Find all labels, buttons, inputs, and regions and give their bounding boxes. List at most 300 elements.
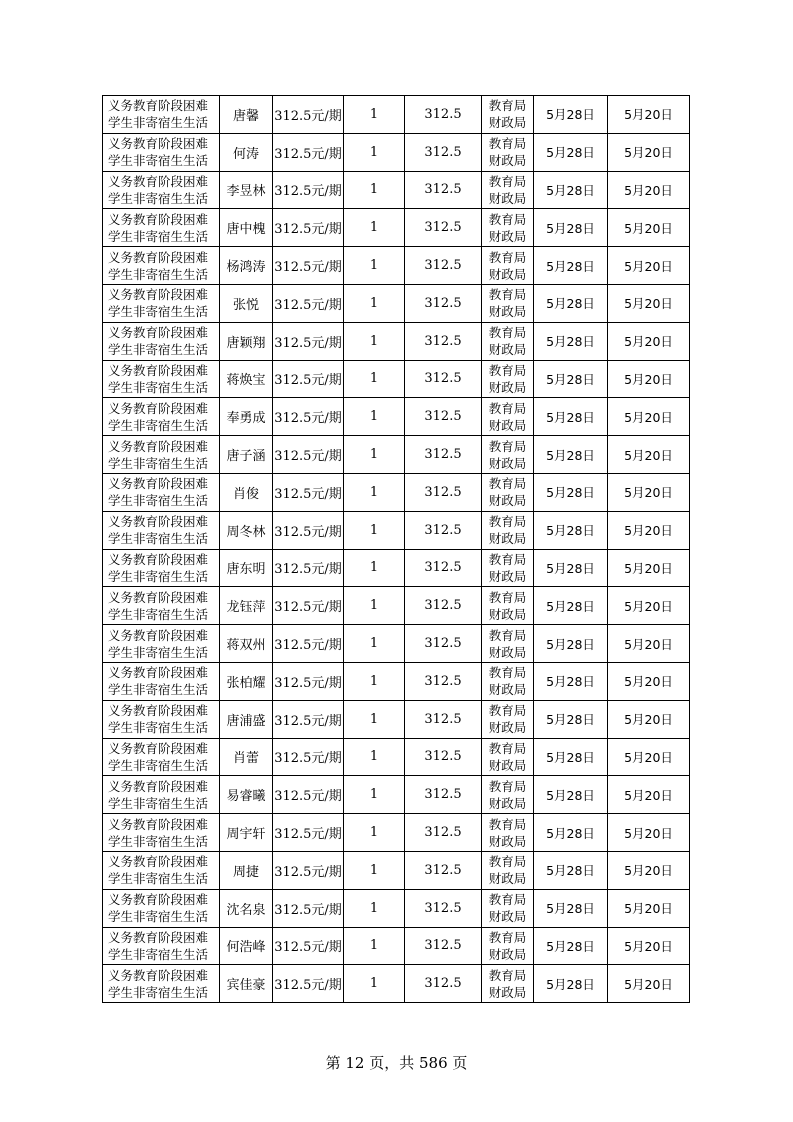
quantity-cell: 1 bbox=[344, 511, 405, 549]
department-line: 教育局 bbox=[488, 211, 527, 227]
quantity-cell: 1 bbox=[344, 587, 405, 625]
department-line: 财政局 bbox=[488, 379, 527, 395]
date-cell-2: 5月20日 bbox=[608, 851, 690, 889]
table-row bbox=[103, 284, 690, 322]
date-cell-1: 5月28日 bbox=[534, 738, 608, 776]
table-row bbox=[103, 738, 690, 776]
standard-cell: 312.5元/期 bbox=[273, 927, 344, 965]
standard-cell: 312.5元/期 bbox=[273, 549, 344, 587]
date-cell-1: 5月28日 bbox=[534, 133, 608, 171]
quantity-cell: 1 bbox=[344, 965, 405, 1003]
amount-cell: 312.5 bbox=[405, 436, 482, 474]
project-cell bbox=[103, 96, 220, 134]
standard-cell: 312.5元/期 bbox=[273, 889, 344, 927]
date-cell-1: 5月28日 bbox=[534, 473, 608, 511]
project-cell bbox=[103, 662, 220, 700]
department-line: 教育局 bbox=[488, 703, 527, 719]
amount-cell: 312.5 bbox=[405, 511, 482, 549]
department-line: 财政局 bbox=[488, 190, 527, 206]
department-cell bbox=[482, 436, 534, 474]
department-line: 教育局 bbox=[488, 136, 527, 152]
amount-cell: 312.5 bbox=[405, 889, 482, 927]
quantity-cell: 1 bbox=[344, 171, 405, 209]
department-line: 财政局 bbox=[488, 342, 527, 358]
quantity-cell: 1 bbox=[344, 360, 405, 398]
name-cell: 杨鸿涛 bbox=[220, 247, 273, 285]
department-line: 财政局 bbox=[488, 984, 527, 1000]
standard-cell: 312.5元/期 bbox=[273, 209, 344, 247]
project-cell bbox=[103, 473, 220, 511]
project-cell bbox=[103, 247, 220, 285]
standard-cell: 312.5元/期 bbox=[273, 700, 344, 738]
amount-cell: 312.5 bbox=[405, 247, 482, 285]
department-cell bbox=[482, 473, 534, 511]
department-line: 教育局 bbox=[488, 438, 527, 454]
date-cell-1: 5月28日 bbox=[534, 889, 608, 927]
department-line: 财政局 bbox=[488, 871, 527, 887]
date-cell-2: 5月20日 bbox=[608, 889, 690, 927]
project-line: 义务教育阶段困难 bbox=[108, 362, 209, 378]
project-cell bbox=[103, 549, 220, 587]
project-line: 学生非寄宿生生活 bbox=[108, 871, 209, 887]
date-cell-1: 5月28日 bbox=[534, 284, 608, 322]
quantity-cell: 1 bbox=[344, 776, 405, 814]
quantity-cell: 1 bbox=[344, 322, 405, 360]
standard-cell: 312.5元/期 bbox=[273, 776, 344, 814]
table-row bbox=[103, 851, 690, 889]
department-line: 教育局 bbox=[488, 362, 527, 378]
amount-cell: 312.5 bbox=[405, 209, 482, 247]
date-cell-2: 5月20日 bbox=[608, 625, 690, 663]
name-cell: 唐馨 bbox=[220, 96, 273, 134]
project-line: 学生非寄宿生生活 bbox=[108, 531, 209, 547]
date-cell-1: 5月28日 bbox=[534, 851, 608, 889]
amount-cell: 312.5 bbox=[405, 473, 482, 511]
department-cell bbox=[482, 700, 534, 738]
date-cell-1: 5月28日 bbox=[534, 96, 608, 134]
date-cell-2: 5月20日 bbox=[608, 511, 690, 549]
standard-cell: 312.5元/期 bbox=[273, 965, 344, 1003]
project-cell bbox=[103, 171, 220, 209]
quantity-cell: 1 bbox=[344, 889, 405, 927]
table-row bbox=[103, 965, 690, 1003]
department-cell bbox=[482, 662, 534, 700]
project-line: 学生非寄宿生生活 bbox=[108, 493, 209, 509]
quantity-cell: 1 bbox=[344, 625, 405, 663]
project-cell bbox=[103, 398, 220, 436]
name-cell: 宾佳豪 bbox=[220, 965, 273, 1003]
table-row bbox=[103, 360, 690, 398]
department-line: 财政局 bbox=[488, 115, 527, 131]
name-cell: 肖蕾 bbox=[220, 738, 273, 776]
project-line: 学生非寄宿生生活 bbox=[108, 984, 209, 1000]
amount-cell: 312.5 bbox=[405, 738, 482, 776]
quantity-cell: 1 bbox=[344, 284, 405, 322]
name-cell: 蒋焕宝 bbox=[220, 360, 273, 398]
date-cell-2: 5月20日 bbox=[608, 322, 690, 360]
quantity-cell: 1 bbox=[344, 700, 405, 738]
department-line: 财政局 bbox=[488, 606, 527, 622]
date-cell-2: 5月20日 bbox=[608, 549, 690, 587]
quantity-cell: 1 bbox=[344, 209, 405, 247]
department-line: 教育局 bbox=[488, 551, 527, 567]
amount-cell: 312.5 bbox=[405, 133, 482, 171]
department-line: 财政局 bbox=[488, 153, 527, 169]
date-cell-1: 5月28日 bbox=[534, 247, 608, 285]
project-line: 学生非寄宿生生活 bbox=[108, 606, 209, 622]
date-cell-1: 5月28日 bbox=[534, 171, 608, 209]
project-cell bbox=[103, 625, 220, 663]
table-row bbox=[103, 398, 690, 436]
name-cell: 唐中槐 bbox=[220, 209, 273, 247]
table-row bbox=[103, 247, 690, 285]
quantity-cell: 1 bbox=[344, 247, 405, 285]
standard-cell: 312.5元/期 bbox=[273, 587, 344, 625]
department-line: 教育局 bbox=[488, 325, 527, 341]
date-cell-2: 5月20日 bbox=[608, 965, 690, 1003]
table-row bbox=[103, 436, 690, 474]
name-cell: 周捷 bbox=[220, 851, 273, 889]
date-cell-2: 5月20日 bbox=[608, 133, 690, 171]
date-cell-2: 5月20日 bbox=[608, 360, 690, 398]
department-cell bbox=[482, 284, 534, 322]
amount-cell: 312.5 bbox=[405, 700, 482, 738]
standard-cell: 312.5元/期 bbox=[273, 171, 344, 209]
department-line: 教育局 bbox=[488, 514, 527, 530]
project-line: 义务教育阶段困难 bbox=[108, 211, 209, 227]
amount-cell: 312.5 bbox=[405, 398, 482, 436]
table-row bbox=[103, 927, 690, 965]
table-row bbox=[103, 776, 690, 814]
date-cell-1: 5月28日 bbox=[534, 776, 608, 814]
project-line: 义务教育阶段困难 bbox=[108, 589, 209, 605]
project-line: 学生非寄宿生生活 bbox=[108, 266, 209, 282]
department-cell bbox=[482, 549, 534, 587]
table-row bbox=[103, 171, 690, 209]
table-row bbox=[103, 511, 690, 549]
date-cell-1: 5月28日 bbox=[534, 209, 608, 247]
project-cell bbox=[103, 927, 220, 965]
date-cell-2: 5月20日 bbox=[608, 96, 690, 134]
department-cell bbox=[482, 360, 534, 398]
quantity-cell: 1 bbox=[344, 133, 405, 171]
amount-cell: 312.5 bbox=[405, 965, 482, 1003]
amount-cell: 312.5 bbox=[405, 776, 482, 814]
standard-cell: 312.5元/期 bbox=[273, 96, 344, 134]
department-cell bbox=[482, 322, 534, 360]
department-line: 教育局 bbox=[488, 967, 527, 983]
department-line: 教育局 bbox=[488, 98, 527, 114]
name-cell: 肖俊 bbox=[220, 473, 273, 511]
amount-cell: 312.5 bbox=[405, 662, 482, 700]
department-line: 教育局 bbox=[488, 778, 527, 794]
project-line: 义务教育阶段困难 bbox=[108, 249, 209, 265]
project-cell bbox=[103, 284, 220, 322]
quantity-cell: 1 bbox=[344, 814, 405, 852]
date-cell-2: 5月20日 bbox=[608, 927, 690, 965]
standard-cell: 312.5元/期 bbox=[273, 625, 344, 663]
standard-cell: 312.5元/期 bbox=[273, 511, 344, 549]
department-line: 教育局 bbox=[488, 476, 527, 492]
department-cell bbox=[482, 851, 534, 889]
project-line: 学生非寄宿生生活 bbox=[108, 720, 209, 736]
quantity-cell: 1 bbox=[344, 738, 405, 776]
project-line: 学生非寄宿生生活 bbox=[108, 644, 209, 660]
quantity-cell: 1 bbox=[344, 927, 405, 965]
name-cell: 何浩峰 bbox=[220, 927, 273, 965]
department-cell bbox=[482, 209, 534, 247]
department-line: 财政局 bbox=[488, 304, 527, 320]
date-cell-2: 5月20日 bbox=[608, 738, 690, 776]
project-line: 义务教育阶段困难 bbox=[108, 98, 209, 114]
project-line: 学生非寄宿生生活 bbox=[108, 455, 209, 471]
amount-cell: 312.5 bbox=[405, 814, 482, 852]
table-row bbox=[103, 209, 690, 247]
project-line: 义务教育阶段困难 bbox=[108, 854, 209, 870]
date-cell-1: 5月28日 bbox=[534, 662, 608, 700]
department-line: 财政局 bbox=[488, 266, 527, 282]
name-cell: 唐子涵 bbox=[220, 436, 273, 474]
name-cell: 周冬林 bbox=[220, 511, 273, 549]
project-line: 义务教育阶段困难 bbox=[108, 514, 209, 530]
department-line: 教育局 bbox=[488, 249, 527, 265]
project-cell bbox=[103, 209, 220, 247]
name-cell: 龙钰萍 bbox=[220, 587, 273, 625]
table-row bbox=[103, 625, 690, 663]
project-cell bbox=[103, 322, 220, 360]
project-line: 义务教育阶段困难 bbox=[108, 892, 209, 908]
project-line: 学生非寄宿生生活 bbox=[108, 190, 209, 206]
department-cell bbox=[482, 776, 534, 814]
quantity-cell: 1 bbox=[344, 398, 405, 436]
date-cell-2: 5月20日 bbox=[608, 814, 690, 852]
project-line: 义务教育阶段困难 bbox=[108, 438, 209, 454]
standard-cell: 312.5元/期 bbox=[273, 247, 344, 285]
standard-cell: 312.5元/期 bbox=[273, 436, 344, 474]
department-line: 教育局 bbox=[488, 589, 527, 605]
project-line: 学生非寄宿生生活 bbox=[108, 342, 209, 358]
date-cell-1: 5月28日 bbox=[534, 398, 608, 436]
amount-cell: 312.5 bbox=[405, 625, 482, 663]
department-cell bbox=[482, 738, 534, 776]
date-cell-2: 5月20日 bbox=[608, 247, 690, 285]
quantity-cell: 1 bbox=[344, 473, 405, 511]
department-line: 财政局 bbox=[488, 531, 527, 547]
project-line: 学生非寄宿生生活 bbox=[108, 304, 209, 320]
department-line: 教育局 bbox=[488, 816, 527, 832]
project-line: 义务教育阶段困难 bbox=[108, 136, 209, 152]
table-row bbox=[103, 700, 690, 738]
date-cell-2: 5月20日 bbox=[608, 209, 690, 247]
department-line: 教育局 bbox=[488, 627, 527, 643]
project-line: 学生非寄宿生生活 bbox=[108, 568, 209, 584]
department-line: 教育局 bbox=[488, 929, 527, 945]
standard-cell: 312.5元/期 bbox=[273, 662, 344, 700]
table-row bbox=[103, 133, 690, 171]
project-line: 义务教育阶段困难 bbox=[108, 740, 209, 756]
department-line: 财政局 bbox=[488, 455, 527, 471]
project-line: 学生非寄宿生生活 bbox=[108, 795, 209, 811]
standard-cell: 312.5元/期 bbox=[273, 814, 344, 852]
table-row bbox=[103, 587, 690, 625]
department-line: 财政局 bbox=[488, 909, 527, 925]
table-row bbox=[103, 814, 690, 852]
quantity-cell: 1 bbox=[344, 662, 405, 700]
table-body bbox=[103, 96, 690, 1003]
name-cell: 唐浦盛 bbox=[220, 700, 273, 738]
date-cell-2: 5月20日 bbox=[608, 473, 690, 511]
amount-cell: 312.5 bbox=[405, 171, 482, 209]
department-cell bbox=[482, 625, 534, 663]
amount-cell: 312.5 bbox=[405, 851, 482, 889]
amount-cell: 312.5 bbox=[405, 587, 482, 625]
date-cell-1: 5月28日 bbox=[534, 436, 608, 474]
standard-cell: 312.5元/期 bbox=[273, 360, 344, 398]
department-line: 财政局 bbox=[488, 720, 527, 736]
date-cell-2: 5月20日 bbox=[608, 284, 690, 322]
department-line: 教育局 bbox=[488, 400, 527, 416]
date-cell-1: 5月28日 bbox=[534, 549, 608, 587]
quantity-cell: 1 bbox=[344, 851, 405, 889]
date-cell-2: 5月20日 bbox=[608, 171, 690, 209]
department-line: 教育局 bbox=[488, 665, 527, 681]
quantity-cell: 1 bbox=[344, 549, 405, 587]
project-line: 义务教育阶段困难 bbox=[108, 287, 209, 303]
department-line: 财政局 bbox=[488, 795, 527, 811]
name-cell: 张悦 bbox=[220, 284, 273, 322]
department-cell bbox=[482, 96, 534, 134]
project-line: 义务教育阶段困难 bbox=[108, 703, 209, 719]
project-line: 义务教育阶段困难 bbox=[108, 778, 209, 794]
date-cell-2: 5月20日 bbox=[608, 587, 690, 625]
department-line: 教育局 bbox=[488, 854, 527, 870]
project-line: 义务教育阶段困难 bbox=[108, 816, 209, 832]
department-line: 教育局 bbox=[488, 740, 527, 756]
department-line: 教育局 bbox=[488, 173, 527, 189]
project-line: 义务教育阶段困难 bbox=[108, 173, 209, 189]
project-line: 义务教育阶段困难 bbox=[108, 551, 209, 567]
department-line: 教育局 bbox=[488, 287, 527, 303]
project-line: 学生非寄宿生生活 bbox=[108, 682, 209, 698]
table-row bbox=[103, 662, 690, 700]
department-cell bbox=[482, 171, 534, 209]
standard-cell: 312.5元/期 bbox=[273, 738, 344, 776]
project-line: 义务教育阶段困难 bbox=[108, 325, 209, 341]
department-cell bbox=[482, 814, 534, 852]
amount-cell: 312.5 bbox=[405, 284, 482, 322]
standard-cell: 312.5元/期 bbox=[273, 398, 344, 436]
name-cell: 李昱林 bbox=[220, 171, 273, 209]
department-line: 财政局 bbox=[488, 493, 527, 509]
project-cell bbox=[103, 738, 220, 776]
page-footer: 第 12 页，共 586 页 bbox=[325, 1054, 468, 1072]
department-line: 财政局 bbox=[488, 757, 527, 773]
name-cell: 张柏耀 bbox=[220, 662, 273, 700]
project-line: 义务教育阶段困难 bbox=[108, 400, 209, 416]
name-cell: 周宇轩 bbox=[220, 814, 273, 852]
department-line: 财政局 bbox=[488, 644, 527, 660]
date-cell-2: 5月20日 bbox=[608, 776, 690, 814]
project-line: 学生非寄宿生生活 bbox=[108, 946, 209, 962]
department-line: 财政局 bbox=[488, 568, 527, 584]
table-row bbox=[103, 549, 690, 587]
department-cell bbox=[482, 133, 534, 171]
standard-cell: 312.5元/期 bbox=[273, 473, 344, 511]
project-cell bbox=[103, 851, 220, 889]
department-line: 财政局 bbox=[488, 833, 527, 849]
project-line: 学生非寄宿生生活 bbox=[108, 417, 209, 433]
department-cell bbox=[482, 927, 534, 965]
date-cell-2: 5月20日 bbox=[608, 398, 690, 436]
name-cell: 易睿曦 bbox=[220, 776, 273, 814]
project-cell bbox=[103, 814, 220, 852]
date-cell-2: 5月20日 bbox=[608, 662, 690, 700]
project-line: 义务教育阶段困难 bbox=[108, 627, 209, 643]
project-line: 学生非寄宿生生活 bbox=[108, 379, 209, 395]
department-line: 财政局 bbox=[488, 417, 527, 433]
standard-cell: 312.5元/期 bbox=[273, 133, 344, 171]
project-cell bbox=[103, 360, 220, 398]
amount-cell: 312.5 bbox=[405, 96, 482, 134]
project-line: 义务教育阶段困难 bbox=[108, 665, 209, 681]
project-cell bbox=[103, 965, 220, 1003]
project-line: 义务教育阶段困难 bbox=[108, 967, 209, 983]
date-cell-1: 5月28日 bbox=[534, 587, 608, 625]
amount-cell: 312.5 bbox=[405, 322, 482, 360]
name-cell: 蒋双州 bbox=[220, 625, 273, 663]
project-cell bbox=[103, 133, 220, 171]
department-cell bbox=[482, 511, 534, 549]
department-cell bbox=[482, 587, 534, 625]
date-cell-1: 5月28日 bbox=[534, 625, 608, 663]
project-line: 义务教育阶段困难 bbox=[108, 929, 209, 945]
date-cell-1: 5月28日 bbox=[534, 322, 608, 360]
project-cell bbox=[103, 511, 220, 549]
department-line: 财政局 bbox=[488, 946, 527, 962]
project-cell bbox=[103, 889, 220, 927]
quantity-cell: 1 bbox=[344, 436, 405, 474]
department-line: 教育局 bbox=[488, 892, 527, 908]
date-cell-1: 5月28日 bbox=[534, 511, 608, 549]
table-row bbox=[103, 889, 690, 927]
date-cell-1: 5月28日 bbox=[534, 965, 608, 1003]
subsidy-table bbox=[102, 95, 690, 1003]
project-cell bbox=[103, 776, 220, 814]
department-line: 财政局 bbox=[488, 228, 527, 244]
department-line: 财政局 bbox=[488, 682, 527, 698]
department-cell bbox=[482, 965, 534, 1003]
standard-cell: 312.5元/期 bbox=[273, 322, 344, 360]
name-cell: 奉勇成 bbox=[220, 398, 273, 436]
project-line: 学生非寄宿生生活 bbox=[108, 909, 209, 925]
project-cell bbox=[103, 700, 220, 738]
table-row bbox=[103, 473, 690, 511]
project-cell bbox=[103, 436, 220, 474]
project-line: 学生非寄宿生生活 bbox=[108, 833, 209, 849]
standard-cell: 312.5元/期 bbox=[273, 284, 344, 322]
department-cell bbox=[482, 247, 534, 285]
name-cell: 何涛 bbox=[220, 133, 273, 171]
amount-cell: 312.5 bbox=[405, 549, 482, 587]
project-line: 学生非寄宿生生活 bbox=[108, 153, 209, 169]
quantity-cell: 1 bbox=[344, 96, 405, 134]
project-line: 学生非寄宿生生活 bbox=[108, 115, 209, 131]
project-cell bbox=[103, 587, 220, 625]
table-row bbox=[103, 322, 690, 360]
amount-cell: 312.5 bbox=[405, 360, 482, 398]
department-cell bbox=[482, 398, 534, 436]
name-cell: 唐颖翔 bbox=[220, 322, 273, 360]
